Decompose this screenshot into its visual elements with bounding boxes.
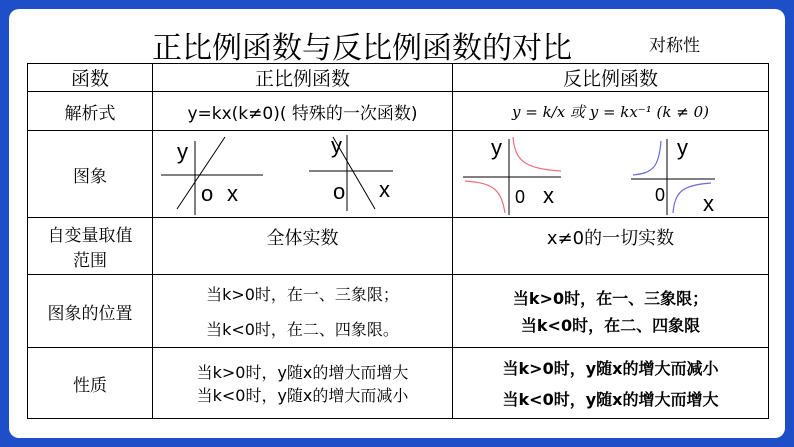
label-expression: 解析式 xyxy=(28,92,153,131)
row-property xyxy=(28,348,769,419)
label-property: 性质 xyxy=(28,348,153,419)
direct-property-line1: 当k>0时，y随x的增大而增大 xyxy=(196,363,409,382)
axis-x-label-1: x xyxy=(227,181,238,206)
header-direct: 正比例函数 xyxy=(153,64,453,92)
inverse-domain: x≠0的一切实数 xyxy=(453,218,769,275)
axis-x-label-2: x xyxy=(379,177,390,202)
inverse-property-line1: 当k>0时，y随x的增大而减小 xyxy=(502,359,719,378)
inverse-property-line2: 当k<0时，y随x的增大而增大 xyxy=(502,390,719,409)
row-position xyxy=(28,275,769,348)
axis-y-label-4: y xyxy=(677,135,688,160)
inverse-graph-svg xyxy=(453,131,769,217)
label-domain-line2: 范围 xyxy=(73,251,107,271)
header-row xyxy=(28,64,769,92)
direct-graph-svg xyxy=(153,131,453,217)
row-expression xyxy=(28,92,769,131)
row-graph xyxy=(28,131,769,218)
inverse-graphs xyxy=(453,131,769,218)
inverse-expression: y = k/x 或 y = kx⁻¹ (k ≠ 0) xyxy=(453,92,769,131)
direct-graph-positive xyxy=(161,137,263,215)
inverse-graph-positive xyxy=(463,135,561,215)
direct-position-line1: 当k>0时，在一、三象限； xyxy=(206,285,399,304)
slide-title xyxy=(9,23,785,67)
axis-y-label-1: y xyxy=(177,139,188,164)
direct-position xyxy=(153,275,453,348)
origin-zero-label-3: 0 xyxy=(515,187,526,207)
direct-position-line2: 当k<0时，在二、四象限。 xyxy=(206,320,399,339)
inverse-position-line1: 当k>0时，在一、三象限； xyxy=(512,289,709,308)
inverse-graph-negative xyxy=(631,135,715,216)
inverse-position xyxy=(453,275,769,348)
header-function: 函数 xyxy=(28,64,153,92)
inverse-position-line2: 当k<0时，在二、四象限 xyxy=(520,316,701,335)
axis-y-label-3: y xyxy=(491,135,502,160)
direct-graph-negative xyxy=(309,133,393,211)
direct-expression: y=kx(k≠0)( 特殊的一次函数) xyxy=(153,92,453,131)
inverse-property xyxy=(453,348,769,419)
label-position: 图象的位置 xyxy=(28,275,153,348)
direct-domain: 全体实数 xyxy=(153,218,453,275)
origin-label-2: o xyxy=(333,179,346,204)
slide xyxy=(9,9,785,438)
axis-x-label-4: x xyxy=(703,191,714,216)
label-domain-line1: 自变量取值 xyxy=(47,226,133,246)
direct-property xyxy=(153,348,453,419)
title-main: 正比例函数与反比例函数的对比 xyxy=(152,31,572,66)
origin-zero-label-4: 0 xyxy=(655,185,666,205)
comparison-table xyxy=(27,63,769,419)
axis-y-label-2: y xyxy=(331,133,342,158)
origin-label-1: o xyxy=(201,181,214,206)
direct-graphs xyxy=(153,131,453,218)
row-domain xyxy=(28,218,769,275)
header-inverse: 反比例函数 xyxy=(453,64,769,92)
direct-property-line2: 当k<0时，y随x的增大而减小 xyxy=(196,386,409,405)
label-domain xyxy=(28,218,153,275)
axis-x-label-3: x xyxy=(543,183,554,208)
title-tag: 对称性 xyxy=(649,36,700,56)
label-graph: 图象 xyxy=(28,131,153,218)
